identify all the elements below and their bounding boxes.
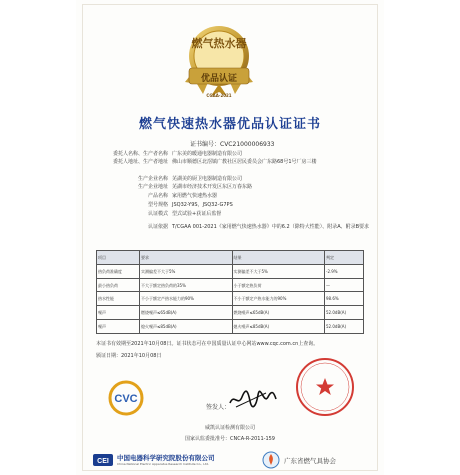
info-row xyxy=(96,175,242,182)
table-cell: 项目 xyxy=(97,251,140,265)
info-value: 型式试验+获证后监督 xyxy=(172,211,222,217)
info-value: 广东美的暖通电器制造有限公司 xyxy=(172,151,243,157)
validity-note: 本证书有效期至2021年10月08日。证书状态可在中国质量认证中心网站www.cqc.com.cn上查询。 xyxy=(96,341,319,347)
cert-number-value: CVC21000006933 xyxy=(220,141,275,148)
info-key: 生产企业名称 xyxy=(137,176,168,182)
info-row xyxy=(96,223,369,230)
info-row xyxy=(96,183,252,190)
table-row xyxy=(97,320,364,334)
table-cell: 熄火噪声≤85dB(A) xyxy=(140,320,233,334)
table-row xyxy=(97,278,364,292)
table-cell: 52.0dB(A) xyxy=(325,306,364,320)
cert-number-label: 证书编号： xyxy=(190,141,221,148)
table-cell: 小于额定热负荷 xyxy=(232,278,325,292)
svg-text:CVC: CVC xyxy=(114,393,138,405)
cei-name: 中国电器科学研究院股份有限公司 xyxy=(117,454,215,462)
table-cell: 噪声 xyxy=(97,320,140,334)
info-row xyxy=(96,210,221,217)
table-cell: 不大于额定热负荷的35% xyxy=(140,278,233,292)
table-row xyxy=(97,306,364,320)
info-key: 委托人名称、生产者名称 xyxy=(112,151,168,157)
info-key: 型号规格 xyxy=(147,202,168,208)
info-value: 佛山市顺德区北滘镇广教社区居民委员会广东路68号1号厂房三楼 xyxy=(172,159,317,165)
table-cell: 热水性能 xyxy=(97,292,140,306)
table-cell: 实测偏差不大于5% xyxy=(232,264,325,278)
certificate-title: 燃气快速热水器优品认证证书 xyxy=(138,117,321,132)
info-key: 生产企业地址 xyxy=(137,184,168,190)
signer-label: 签发人： xyxy=(206,404,231,411)
info-value: 芜湖美的厨卫电器制造有限公司 xyxy=(172,176,243,182)
gas-association-brand xyxy=(262,450,372,470)
table-cell: 不小于额定产热水能力的90% xyxy=(232,292,325,306)
info-row xyxy=(96,192,217,199)
info-key: 认证依据 xyxy=(147,224,168,230)
seal-top-text: 燃气热水器 xyxy=(191,37,247,50)
test-results-table xyxy=(96,250,364,334)
info-value: T/CGAA 001-2021《家用燃气快速热水器》中的6.2（除特大性能）、附录A、附录B要求 xyxy=(172,224,370,230)
table-cell: 最小热负荷 xyxy=(97,278,140,292)
info-row xyxy=(96,201,233,208)
info-row xyxy=(96,150,242,157)
table-cell: 实测偏差不大于5% xyxy=(140,264,233,278)
table-cell: 噪声 xyxy=(97,306,140,320)
info-key: 产品名称 xyxy=(147,193,168,199)
issue-date: 颁证日期：2021年10月08日 xyxy=(96,353,162,359)
table-row xyxy=(97,251,364,265)
table-cell: 结果 xyxy=(232,251,325,265)
cei-english-name: China National Electric Apparatus Research Institute Co., Ltd. xyxy=(117,462,209,466)
table-cell: 热负荷准确度 xyxy=(97,264,140,278)
seal-middle-text: 优品认证 xyxy=(200,74,237,84)
cei-brand xyxy=(92,450,262,470)
cei-logo-icon xyxy=(92,452,114,468)
svg-text:CEI: CEI xyxy=(97,458,109,465)
handwritten-signature xyxy=(228,387,278,411)
table-cell: 燃烧噪声≤65dB(A) xyxy=(232,306,325,320)
table-cell: 52.0dB(A) xyxy=(325,320,364,334)
info-key: 认证模式 xyxy=(147,211,168,217)
certificate-number xyxy=(190,139,275,148)
info-value: JSQ32-Y9S，JSQ32-G7PS xyxy=(172,202,233,208)
table-cell: -2.9% xyxy=(325,264,364,278)
table-cell: 不小于额定产热水能力的90% xyxy=(140,292,233,306)
table-cell: 判定 xyxy=(325,251,364,265)
info-key: 委托人地址、生产者地址 xyxy=(112,159,168,165)
info-value: 家用燃气快速热水器 xyxy=(172,193,218,199)
seal-bottom-text: CGAA-2021 xyxy=(206,93,232,98)
official-seal-stamp xyxy=(294,356,356,418)
table-cell: 熄火噪声≤85dB(A) xyxy=(232,320,325,334)
info-value: 芜湖市经济技术开发区东区万春东路 xyxy=(172,184,253,190)
info-row xyxy=(96,158,317,165)
approval-number: 国家认监委批准号：CNCA-R-2011-159 xyxy=(185,436,275,442)
cvc-logo-icon xyxy=(108,380,144,416)
gas-association-logo-icon xyxy=(262,451,280,469)
table-cell: 燃烧噪声≤65dB(A) xyxy=(140,306,233,320)
gas-association-name: 广东省燃气具协会 xyxy=(284,457,336,465)
issuing-organization: 威凯认证检测有限公司 xyxy=(204,425,255,431)
table-row xyxy=(97,264,364,278)
table-cell: 98.6% xyxy=(325,292,364,306)
table-cell: 要求 xyxy=(140,251,233,265)
table-row xyxy=(97,292,364,306)
table-cell: — xyxy=(325,278,364,292)
